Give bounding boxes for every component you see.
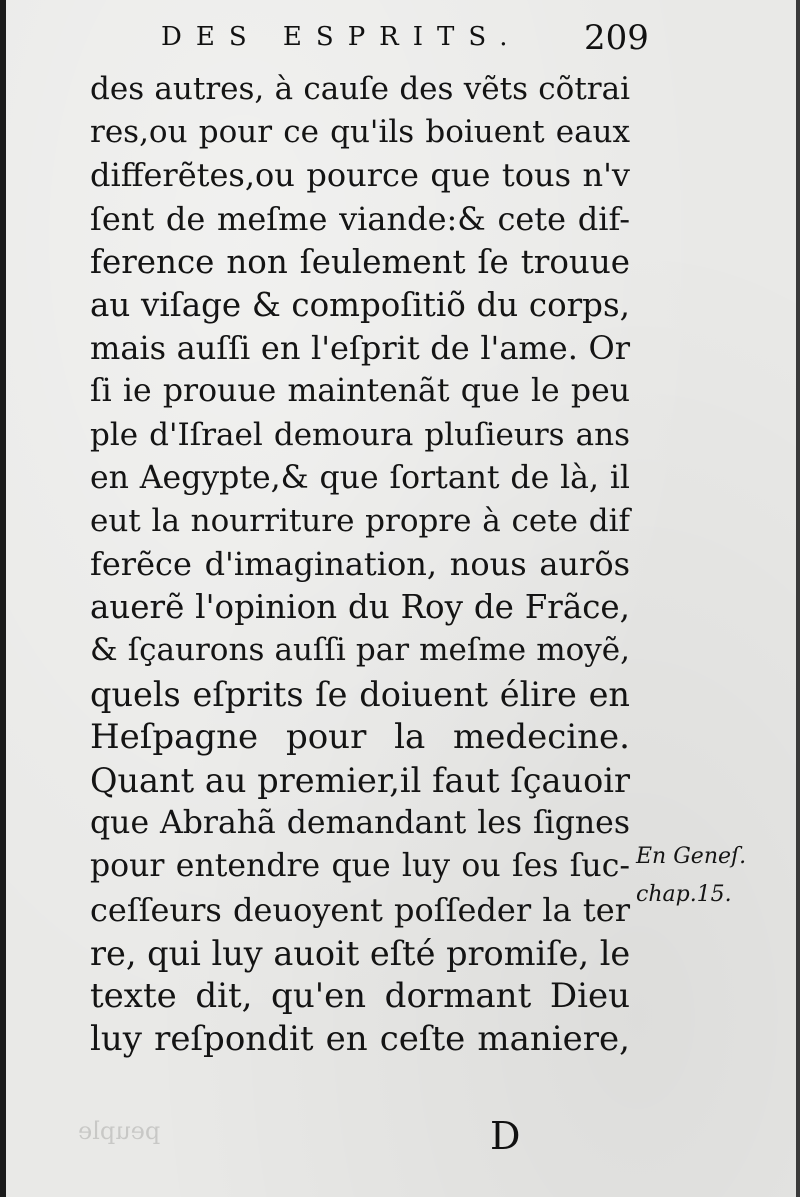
text-line: Quant au premier,il faut ſçauoir [90,761,630,800]
book-page [6,0,796,1197]
page-edge-right [796,0,800,1197]
text-line: ple d'Iſrael demoura pluſieurs ans [90,416,630,453]
text-line: res,ou pour ce qu'ils boiuent eaux [90,114,630,151]
body-text [90,68,630,1061]
text-line: texte dit, qu'en dormant Dieu [90,975,630,1016]
text-line: pour entendre que luy ou ſes ſuc- [90,848,630,885]
text-line: ceſſeurs deuoyent poſſeder la ter [90,890,630,929]
text-line: quels eſprits ſe doiuent élire en [90,674,630,714]
show-through-text: peuple [78,1117,161,1145]
page-number: 209 [584,18,649,58]
text-line: ferẽce d'imagination, nous aurõs [90,545,630,584]
text-line: auerẽ l'opinion du Roy de Frãce, [90,588,630,627]
margin-note-line: chap.15. [636,882,732,907]
text-line: ſi ie prouue maintenãt que le peu [90,373,630,410]
text-line: que Abrahã demandant les ſignes [90,805,630,842]
margin-note [636,838,746,914]
text-line: en Aegypte,& que ſortant de là, il [90,459,630,496]
text-line: ſent de meſme viande:& cete dif- [90,199,630,238]
text-line: & ſçaurons auſſi par meſme moyẽ, [90,632,630,669]
text-line: des autres, à cauſe des vẽts cõtrai [90,71,630,107]
text-line: mais auſſi en l'eſprit de l'ame. Or [90,329,630,368]
text-line: differẽtes,ou pource que tous n'v [90,156,630,195]
text-line: re, qui luy auoit eſté promiſe, le [90,933,631,973]
running-title: DES ESPRITS. [161,22,522,52]
text-line: eut la nourriture propre à cete dif [90,502,630,539]
margin-note-line: En Geneſ. [636,844,747,869]
text-line: au viſage & compoſitiõ du corps, [90,285,630,324]
text-line: ference non ſeulement ſe trouue [90,242,630,281]
text-line: luy reſpondit en ceſte maniere, [90,1019,630,1060]
signature-mark: D [490,1114,521,1158]
text-line: Heſpagne pour la medecine. [90,716,630,757]
